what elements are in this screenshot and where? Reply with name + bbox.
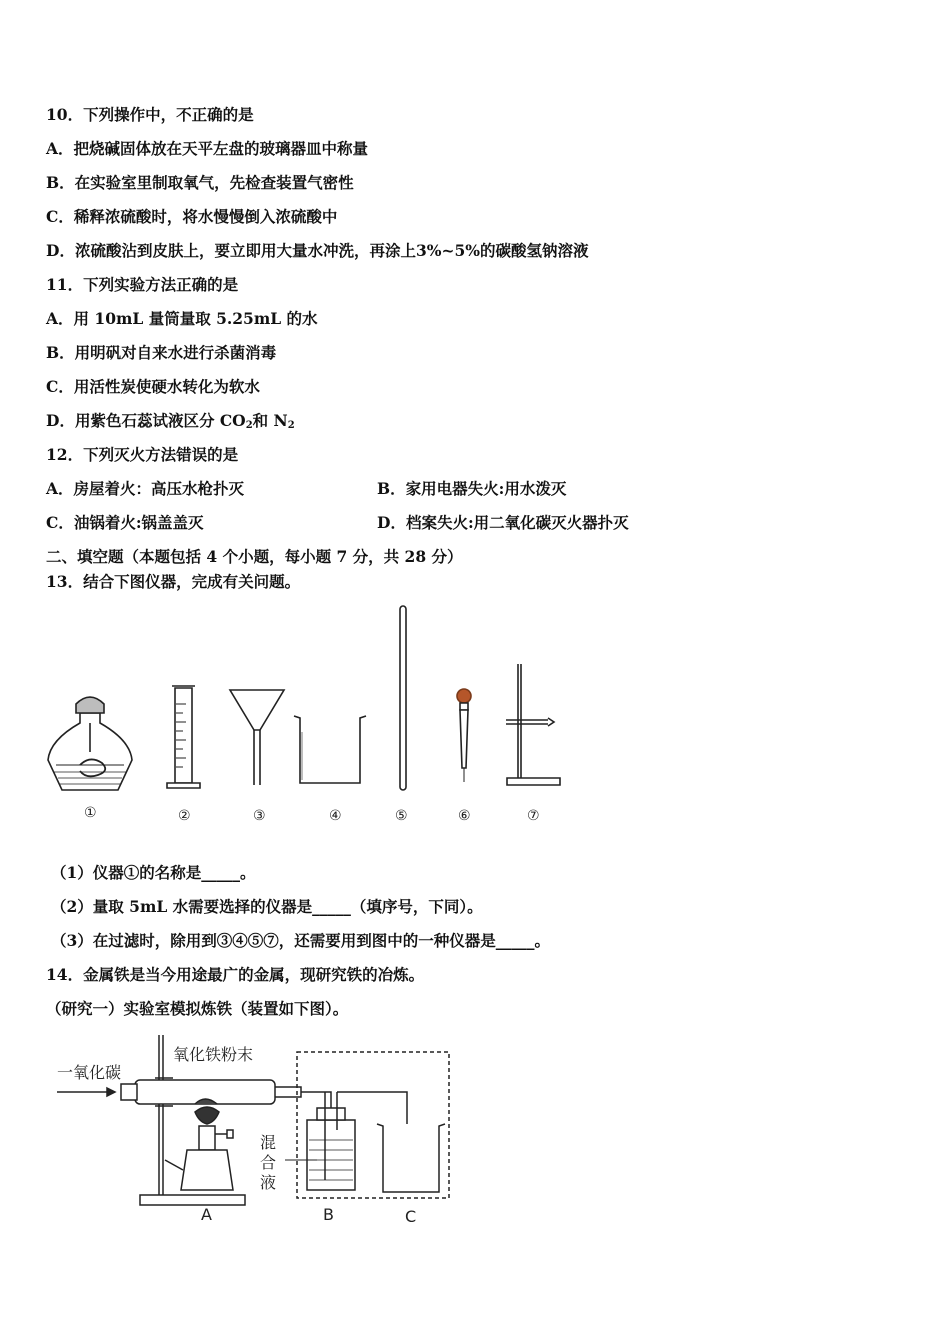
dropper-icon [457, 689, 471, 782]
alcohol-lamp-icon [48, 697, 132, 790]
measuring-cylinder-icon [167, 686, 200, 788]
q11-option-d [46, 409, 295, 431]
q10-option-a: A．把烧碱固体放在天平左盘的玻璃器皿中称量 [46, 139, 369, 158]
device-a-label: A [201, 1205, 212, 1224]
mix-label-3: 液 [260, 1173, 277, 1192]
instrument-label-5: ⑤ [395, 808, 408, 824]
q12-option-a: A．房屋着火：高压水枪扑灭 [46, 479, 245, 498]
q11-option-b: B．用明矾对自来水进行杀菌消毒 [46, 343, 277, 362]
q13-part-1: （1）仪器①的名称是_____。 [51, 863, 256, 882]
instrument-label-2: ② [178, 808, 191, 824]
instrument-label-3: ③ [253, 808, 266, 824]
instruments-figure [40, 600, 580, 830]
funnel-icon [230, 690, 284, 785]
instrument-label-7: ⑦ [527, 808, 540, 824]
q11-d-sub2: 2 [287, 420, 295, 431]
q10-stem: 10．下列操作中，不正确的是 [46, 105, 254, 124]
instrument-label-1: ① [84, 805, 97, 821]
glass-rod-icon [400, 606, 406, 790]
q11-d-sub1: 2 [245, 420, 253, 431]
q11-d-text2: 和 N [252, 411, 288, 430]
instrument-label-6: ⑥ [458, 808, 471, 824]
mix-label-2: 合 [260, 1153, 277, 1172]
co-label: 一氧化碳 [57, 1063, 122, 1082]
beaker-icon [294, 716, 366, 783]
instrument-label-4: ④ [329, 808, 342, 824]
q12-option-c: C．油锅着火:锅盖盖灭 [46, 513, 204, 532]
q10-option-d: D．浓硫酸沾到皮肤上，要立即用大量水冲洗，再涂上3%~5%的碳酸氢钠溶液 [46, 241, 589, 260]
mix-label-1: 混 [260, 1133, 277, 1152]
q11-d-text: D．用紫色石蕊试液区分 CO [46, 411, 246, 430]
fe2o3-label: 氧化铁粉末 [173, 1045, 254, 1064]
q11-stem: 11．下列实验方法正确的是 [46, 275, 239, 294]
iron-smelting-apparatus [55, 1030, 465, 1230]
section-heading: 二、填空题（本题包括 4 个小题，每小题 7 分，共 28 分） [46, 547, 463, 566]
q14-stem: 14．金属铁是当今用途最广的金属，现研究铁的冶炼。 [46, 965, 425, 984]
q13-part-3: （3）在过滤时，除用到③④⑤⑦，还需要用到图中的一种仪器是_____。 [51, 931, 551, 950]
q11-option-c: C．用活性炭使硬水转化为软水 [46, 377, 260, 396]
q12-stem: 12．下列灭火方法错误的是 [46, 445, 239, 464]
q11-option-a: A．用 10mL 量筒量取 5.25mL 的水 [46, 309, 318, 328]
q13-stem: 13．结合下图仪器，完成有关问题。 [46, 572, 301, 591]
q10-option-b: B．在实验室里制取氧气，先检查装置气密性 [46, 173, 354, 192]
device-b-label: B [323, 1205, 334, 1224]
device-c-label: C [405, 1207, 417, 1226]
q12-option-d: D．档案失火:用二氧化碳灭火器扑灭 [377, 513, 629, 532]
q12-option-b: B．家用电器失火:用水泼灭 [377, 479, 567, 498]
q10-option-c: C．稀释浓硫酸时，将水慢慢倒入浓硫酸中 [46, 207, 338, 226]
q14-research-1: （研究一）实验室模拟炼铁（装置如下图）。 [46, 999, 349, 1018]
iron-stand-icon [506, 664, 560, 785]
q13-part-2: （2）量取 5mL 水需要选择的仪器是_____（填序号，下同）。 [51, 897, 483, 916]
